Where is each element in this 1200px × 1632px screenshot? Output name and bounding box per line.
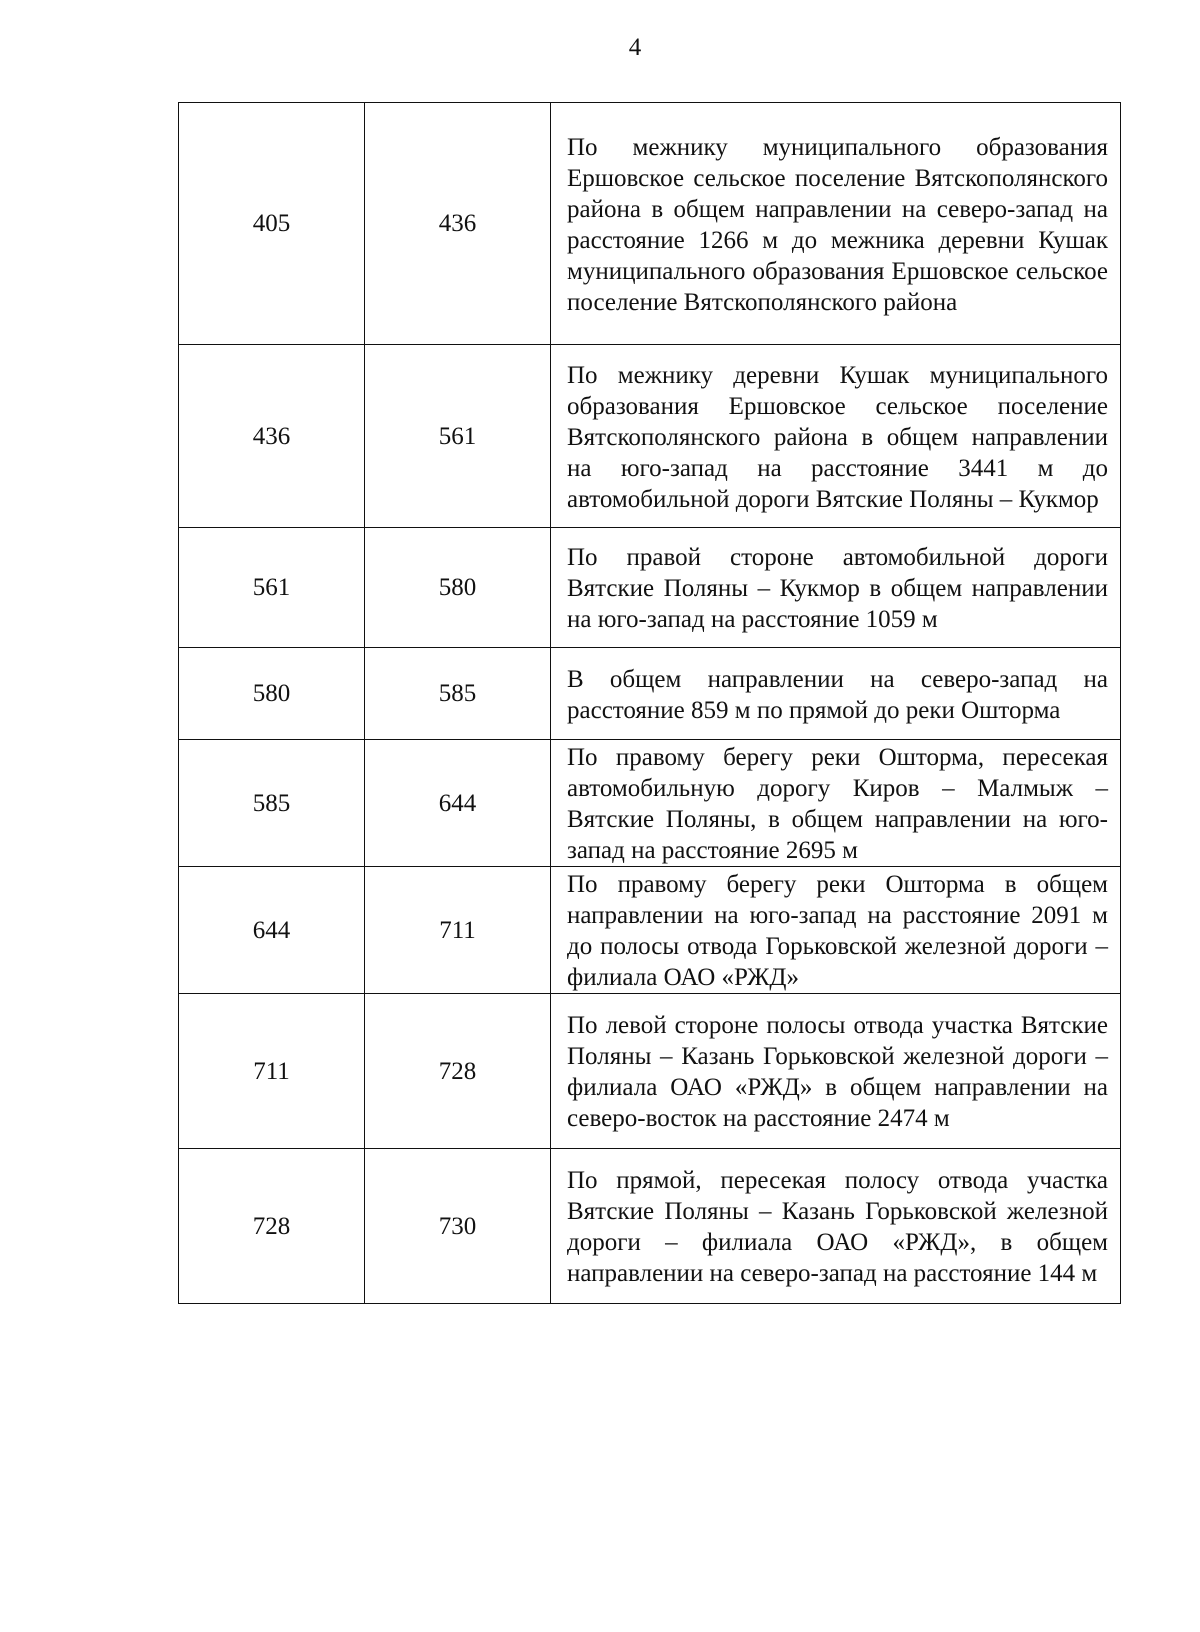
from-point: 561 (179, 528, 365, 648)
to-point: 436 (365, 103, 551, 345)
to-point: 730 (365, 1149, 551, 1304)
segment-description: По правой стороне автомобильной дороги Вятские Поляны – Кукмор в общем направлении на юго-запад на расстояние 1059 м (551, 528, 1121, 648)
from-point: 580 (179, 648, 365, 740)
table-row (179, 103, 1121, 345)
to-point: 585 (365, 648, 551, 740)
segment-description: По правому берегу реки Ошторма, пересекая автомобильную дорогу Киров – Малмыж – Вятские Поляны, в общем направлении на юго-запад на расстояние 2695 м (551, 740, 1121, 867)
table-row (179, 867, 1121, 994)
segment-description: По правому берегу реки Ошторма в общем направлении на юго-запад на расстояние 2091 м до полосы отвода Горьковской железной дороги – филиала ОАО «РЖД» (551, 867, 1121, 994)
to-point: 644 (365, 740, 551, 867)
table-row (179, 648, 1121, 740)
to-point: 561 (365, 345, 551, 528)
from-point: 405 (179, 103, 365, 345)
to-point: 728 (365, 994, 551, 1149)
segment-description: В общем направлении на северо-запад на расстояние 859 м по прямой до реки Ошторма (551, 648, 1121, 740)
from-point: 644 (179, 867, 365, 994)
table-row (179, 345, 1121, 528)
page-number: 4 (628, 34, 642, 61)
segment-description: По левой стороне полосы отвода участка Вятские Поляны – Казань Горьковской железной дороги – филиала ОАО «РЖД» в общем направлении на северо-восток на расстояние 2474 м (551, 994, 1121, 1149)
from-point: 728 (179, 1149, 365, 1304)
from-point: 436 (179, 345, 365, 528)
table-row (179, 528, 1121, 648)
to-point: 711 (365, 867, 551, 994)
from-point: 711 (179, 994, 365, 1149)
table-row (179, 740, 1121, 867)
boundary-table (178, 102, 1121, 1304)
from-point: 585 (179, 740, 365, 867)
segment-description: По межнику деревни Кушак муниципального образования Ершовское сельское поселение Вятскополянского района в общем направлении на юго-запад на расстояние 3441 м до автомобильной дороги Вятские Поляны – Кукмор (551, 345, 1121, 528)
segment-description: По прямой, пересекая полосу отвода участка Вятские Поляны – Казань Горьковской железной дороги – филиала ОАО «РЖД», в общем направлении на северо-запад на расстояние 144 м (551, 1149, 1121, 1304)
table-row (179, 994, 1121, 1149)
to-point: 580 (365, 528, 551, 648)
segment-description: По межнику муниципального образования Ершовское сельское поселение Вятскополянского района в общем направлении на северо-запад на расстояние 1266 м до межника деревни Кушак муниципального образования Ершовское сельское поселение Вятскополянского района (551, 103, 1121, 345)
table-row (179, 1149, 1121, 1304)
